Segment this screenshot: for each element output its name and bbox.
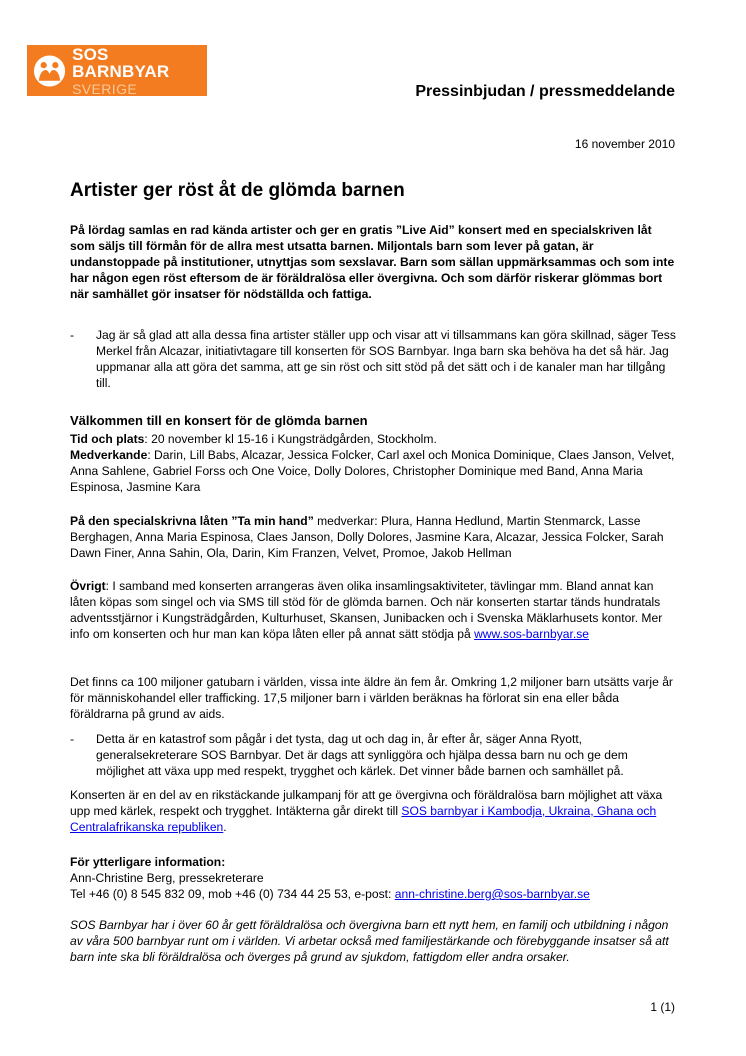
tid-text: : 20 november kl 15-16 i Kungsträdgården, Stockholm. [144,432,437,446]
ta-min-hand-label: På den specialskrivna låten ”Ta min hand” [70,514,314,528]
campaign-end: . [223,820,227,834]
document-type: Pressinbjudan / pressmeddelande [415,83,675,100]
ta-min-hand-paragraph [70,513,676,561]
event-details [70,431,676,495]
quote-text: Detta är en katastrof som pågår i det tysta, dag ut och dag in, år efter år, säger Anna Ryott, generalsekreterare SOS Barnbyar. Det är dags att synliggöra och hjälpa dessa barn nu och ge dem möjlighet att växa upp med respekt, trygghet och kärlek. Det vinner både barnen och samhället på. [96,732,628,778]
section-heading: Välkommen till en konsert för de glömda barnen [70,413,368,428]
lead-paragraph: På lördag samlas en rad kända artister och ger en gratis ”Live Aid” konsert med en specialskriven låt som säljs till förmån för de allra mest utsatta barnen. Miljontals barn som lever på gatan, är undanstoppade på institutioner, utnyttjas som sexslavar. Barn som sällan uppmärksammas och som inte har någon egen röst eftersom de är föräldralösa eller övergivna. Och som därför riskerar glömmas bort när samhället gör insatser för nödställda och fattiga. [70,223,675,301]
campaign-paragraph [70,787,676,835]
logo-line-2: SVERIGE [72,80,138,97]
page-number: 1 (1) [650,1000,675,1014]
contact-block [70,870,676,902]
page-title: Artister ger röst åt de glömda barnen [70,180,405,201]
tid-label: Tid och plats [70,432,145,446]
ovrigt-text: : I samband med konserten arrangeras även olika insamlingsaktiviteter, tävlingar mm. Bland annat kan låten köpas som singel och via SMS till stöd för de glömda barnen. Och när konserten startar tänds hundratals adventsstjärnor i Kungsträdgården, Kulturhuset, Skansen, Junibacken och i Svenska Mäklarhusets kontor. Mer info om konserten och hur man kan köpa låten eller på annat sätt stödja på [70,579,663,641]
medverkande-text: : Darin, Lill Babs, Alcazar, Jessica Folcker, Carl axel och Monica Dominique, Claes Janson, Velvet, Anna Sahlene, Gabriel Forss och One Voice, Dolly Dolores, Christopher Dominique med Band, Anna Maria Espinosa, Jasmine Kara [70,448,675,494]
ovrigt-paragraph [70,578,676,642]
about-footer: SOS Barnbyar har i över 60 år gett föräldralösa och övergivna barn ett nytt hem, en familj och utbildning i någon av våra 500 barnbyar runt om i världen. Vi arbetar också med familjestärkande och förebyggande insatser så att barn inte ska bli föräldralösa och överges på grund av sjukdom, fattigdom eller andra orsaker. [70,918,669,964]
press-date: 16 november 2010 [574,137,675,151]
ta-min-hand-text: medverkar: Plura, Hanna Hedlund, Martin Stenmarck, Lasse Berghagen, Anna Maria Espinosa, Claes Janson, Dolly Dolores, Jasmine Kara, Alcazar, Jessica Folcker, Sarah Dawn Finer, Anna Sahin, Ola, Darin, Kim Franzen, Velvet, Promoe, Jakob Hellman [70,514,664,560]
campaign-text: Konserten är en del av en rikstäckande julkampanj för att ge övergivna och föräldralösa barn möjlighet att växa upp med kärlek, respekt och trygghet. Intäkterna går direkt till [70,788,663,818]
medverkande-label: Medverkande [70,448,148,462]
contact-name: Ann-Christine Berg, pressekreterare [70,871,264,885]
facts-paragraph: Det finns ca 100 miljoner gatubarn i världen, vissa inte äldre än fem år. Omkring 1,2 miljoner barn utsätts varje år för människohandel eller trafficking. 17,5 miljoner barn i världen beräknas ha förlorat sin ena eller båda föräldrarna på grund av aids. [70,675,673,721]
children-emblem-icon [33,54,66,88]
quote-dash: - [70,732,75,746]
ovrigt-label: Övrigt [70,579,106,593]
quote-dash: - [70,328,75,342]
quote-anna-ryott [70,731,676,779]
countries-link[interactable]: SOS barnbyar i Kambodja, Ukraina, Ghana och Centralafrikanska republiken [70,804,657,834]
quote-tess-merkel [70,327,676,391]
contact-phone: Tel +46 (0) 8 545 832 09, mob +46 (0) 734 44 25 53, e-post: [70,887,395,901]
email-link[interactable]: ann-christine.berg@sos-barnbyar.se [394,887,590,901]
contact-heading: För ytterligare information: [70,855,226,869]
logo-line-1: SOS BARNBYAR [72,44,170,81]
website-link[interactable]: www.sos-barnbyar.se [474,627,589,641]
sos-barnbyar-logo [27,45,207,96]
quote-text: Jag är så glad att alla dessa fina artister ställer upp och visar att vi tillsammans kan göra skillnad, säger Tess Merkel från Alcazar, initiativtagare till konserten för SOS Barnbyar. Inga barn ska behöva ha det så här. Jag uppmanar alla att göra det samma, att ge sin röst och sitt stöd på det sätt och i de kanaler man har tillgång till. [96,328,676,390]
